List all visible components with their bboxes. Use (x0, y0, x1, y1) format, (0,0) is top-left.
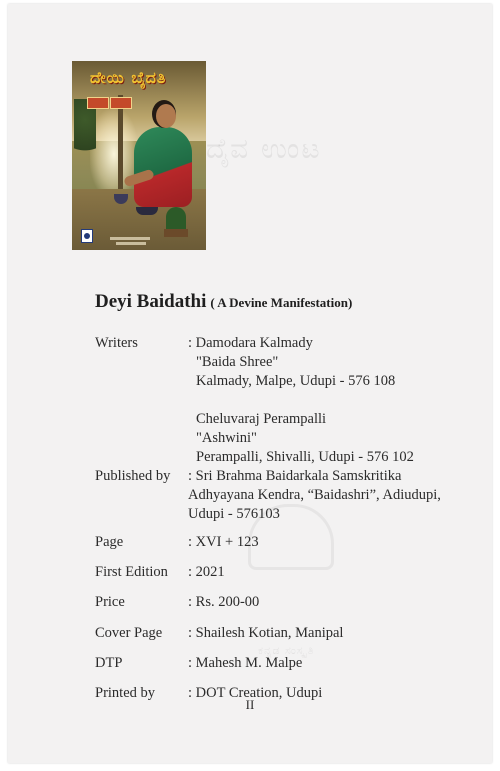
price-label: Price (95, 594, 125, 610)
printed-by-label: Printed by (95, 685, 156, 701)
author1-house: "Baida Shree" (196, 354, 279, 370)
writers-label: Writers (95, 335, 138, 351)
price-value: : Rs. 200-00 (188, 594, 260, 610)
cover-title: ದೇಯಿ ಬೈದತಿ (90, 68, 167, 87)
title-subtitle: ( A Devine Manifestation) (210, 295, 353, 310)
page-label: Page (95, 534, 124, 550)
author1-address: Kalmady, Malpe, Udupi - 576 108 (196, 373, 396, 389)
book-title (95, 291, 352, 313)
writers-value (188, 334, 478, 467)
author2-name: Cheluvaraj Perampalli (196, 411, 327, 427)
cover-page-value: : Shailesh Kotian, Manipal (188, 625, 344, 641)
dtp-label: DTP (95, 655, 123, 671)
page-number: II (245, 697, 255, 712)
author2-address: Perampalli, Shivalli, Udupi - 576 102 (196, 449, 414, 465)
cover-image (72, 61, 206, 250)
first-edition-label: First Edition (95, 564, 168, 580)
bleed-through-text: ದೈವ ಉಂಟ (206, 132, 322, 165)
title-main: Deyi Baidathi (95, 291, 207, 312)
cover-page-label: Cover Page (95, 625, 163, 641)
publisher-line2: Adhyayana Kendra, “Baidashri”, Adiudupi, (188, 487, 441, 503)
publisher-line3: Udupi - 576103 (188, 506, 280, 522)
page-value: : XVI + 123 (188, 534, 259, 550)
author1-name: : Damodara Kalmady (188, 335, 313, 351)
publisher-line1: : Sri Brahma Baidarkala Samskritika (188, 468, 402, 484)
book-icon (87, 97, 109, 109)
published-by-label: Published by (95, 468, 171, 484)
book-page (8, 4, 492, 763)
dtp-value: : Mahesh M. Malpe (188, 655, 303, 671)
woman-figure (134, 127, 192, 207)
bleed-through-footer: ಕನ್ನಡ ಸಂಸ್ಕೃತಿ (258, 644, 315, 657)
book-icon (110, 97, 132, 109)
author2-house: "Ashwini" (196, 430, 257, 446)
publisher-logo-icon (81, 229, 93, 243)
printed-by-value: : DOT Creation, Udupi (188, 685, 323, 701)
first-edition-value: : 2021 (188, 564, 225, 580)
published-by-value (188, 467, 478, 524)
